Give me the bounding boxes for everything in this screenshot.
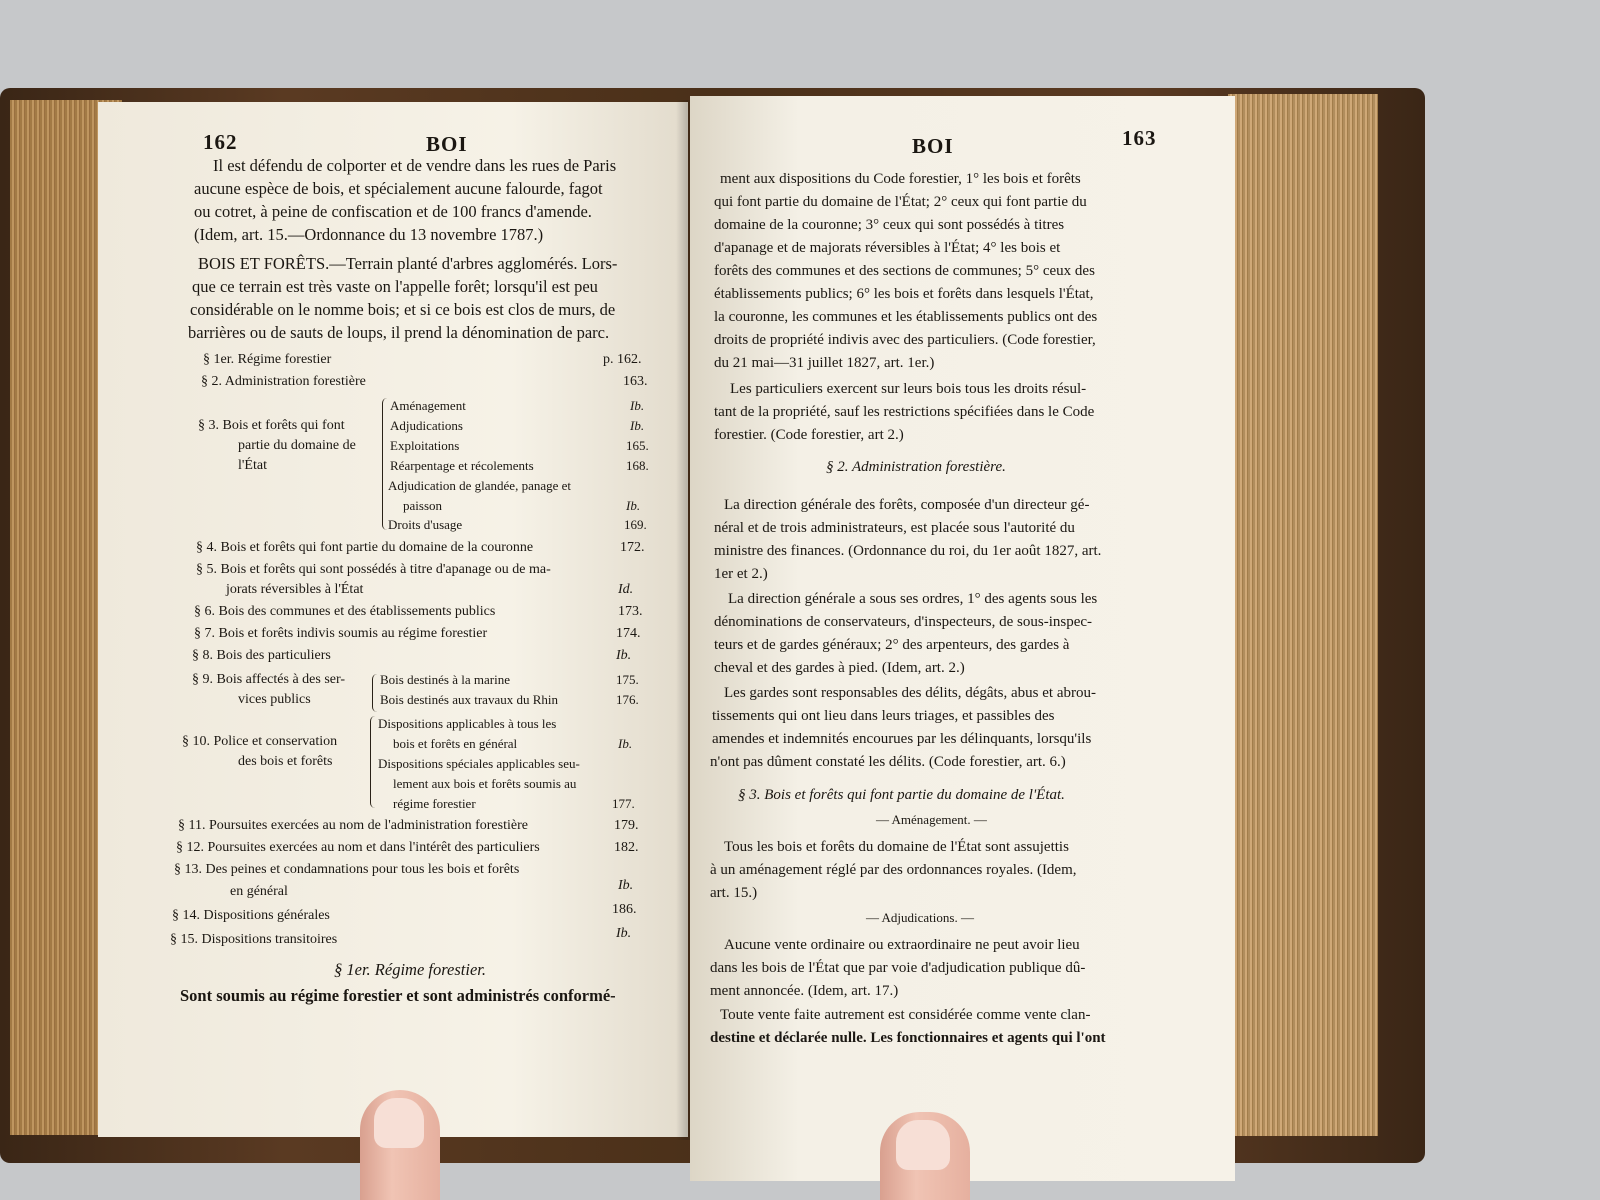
toc-sub-page: Ib. bbox=[626, 498, 641, 513]
toc-sub-label: paisson bbox=[403, 498, 442, 513]
right-thumb bbox=[880, 1112, 970, 1200]
text-line: ment annoncée. (Idem, art. 17.) bbox=[710, 983, 899, 999]
right-page-edges bbox=[1228, 94, 1378, 1136]
toc-sub-label: Bois destinés aux travaux du Rhin bbox=[380, 692, 559, 707]
text-line: amendes et indemnités encourues par les délinquants, lorsqu'ils bbox=[712, 731, 1092, 747]
toc-sub-label: Réarpentage et récolements bbox=[390, 458, 534, 473]
text-line: n'ont pas dûment constaté les délits. (Code forestier, art. 6.) bbox=[710, 754, 1066, 770]
right-thumb-nail bbox=[896, 1120, 950, 1170]
toc-entry-page: 182. bbox=[614, 840, 639, 855]
toc-sub-label: régime forestier bbox=[393, 796, 476, 811]
text-line: destine et déclarée nulle. Les fonctionnaires et agents qui l'ont bbox=[710, 1030, 1106, 1046]
toc-entry-label: § 4. Bois et forêts qui font partie du domaine de la couronne bbox=[196, 540, 534, 555]
text-line: dénominations de conservateurs, d'inspecteurs, de sous-inspec- bbox=[714, 614, 1093, 630]
toc-sub-page: 175. bbox=[616, 672, 639, 687]
text-line: Il est défendu de colporter et de vendre dans les rues de Paris bbox=[213, 156, 617, 175]
text-line: du 21 mai—31 juillet 1827, art. 1er.) bbox=[714, 355, 935, 371]
text-line: BOIS ET FORÊTS.—Terrain planté d'arbres agglomérés. Lors- bbox=[198, 254, 618, 273]
closing-line: Sont soumis au régime forestier et sont administrés conformé- bbox=[180, 986, 616, 1005]
toc-entry-page: 173. bbox=[618, 604, 643, 619]
text-line: teurs et de gardes généraux; 2° des arpenteurs, des gardes à bbox=[714, 637, 1070, 653]
toc-sub-label: Droits d'usage bbox=[388, 517, 463, 532]
toc-group-label: § 10. Police et conservation bbox=[182, 734, 338, 749]
text-line: forêts des communes et des sections de communes; 5° ceux des bbox=[714, 263, 1095, 279]
text-line: droits de propriété indivis avec des particuliers. (Code forestier, bbox=[714, 332, 1096, 348]
toc-entry-page: Ib. bbox=[618, 878, 634, 893]
toc-brace bbox=[382, 398, 387, 530]
toc-entry-page: Ib. bbox=[616, 926, 632, 941]
toc-group-label: des bois et forêts bbox=[238, 754, 333, 769]
toc-entry-label: § 1er. Régime forestier bbox=[203, 352, 332, 367]
subsection-heading: — Aménagement. — bbox=[876, 812, 987, 827]
toc-entry-label: § 15. Dispositions transitoires bbox=[170, 932, 338, 947]
toc-group-label: vices publics bbox=[238, 692, 311, 707]
toc-sub-page: Ib. bbox=[630, 398, 645, 413]
text-line: Les gardes sont responsables des délits, dégâts, abus et abrou- bbox=[724, 685, 1096, 701]
text-line: qui font partie du domaine de l'État; 2° ceux qui font partie du bbox=[714, 194, 1087, 210]
toc-brace bbox=[372, 674, 377, 712]
text-line: forestier. (Code forestier, art 2.) bbox=[714, 427, 904, 443]
toc-entry-page: Id. bbox=[618, 582, 634, 597]
text-line: 1er et 2.) bbox=[714, 566, 768, 582]
text-line: domaine de la couronne; 3° ceux qui sont possédés à titres bbox=[714, 217, 1065, 233]
text-line: ou cotret, à peine de confiscation et de 100 francs d'amende. bbox=[194, 202, 592, 221]
section-heading: § 1er. Régime forestier. bbox=[334, 960, 486, 979]
text-line: considérable on le nomme bois; et si ce bois est clos de murs, de bbox=[190, 300, 616, 319]
toc-sub-label: Dispositions spéciales applicables seu- bbox=[378, 756, 580, 771]
toc-sub-page: 168. bbox=[626, 458, 649, 473]
text-line: tissements qui ont lieu dans leurs triages, et passibles des bbox=[712, 708, 1055, 724]
toc-group-label: l'État bbox=[238, 458, 267, 473]
text-line: La direction générale a sous ses ordres, 1° des agents sous les bbox=[728, 591, 1098, 607]
left-running-head: BOI bbox=[426, 132, 468, 156]
text-line: la couronne, les communes et les établissements publics ont des bbox=[714, 309, 1098, 325]
toc-entry-label: § 8. Bois des particuliers bbox=[192, 648, 331, 663]
left-thumb bbox=[360, 1090, 440, 1200]
text-line: néral et de trois administrateurs, est placée sous l'autorité du bbox=[714, 520, 1075, 536]
toc-sub-label: bois et forêts en général bbox=[393, 736, 518, 751]
section-heading: § 2. Administration forestière. bbox=[826, 459, 1006, 475]
text-line: ment aux dispositions du Code forestier, 1° les bois et forêts bbox=[720, 171, 1081, 187]
toc-sub-label: Bois destinés à la marine bbox=[380, 672, 510, 687]
toc-group-label: § 9. Bois affectés à des ser- bbox=[192, 672, 346, 687]
text-line: dans les bois de l'État que par voie d'adjudication publique dû- bbox=[710, 960, 1086, 976]
toc-entry-label: § 5. Bois et forêts qui sont possédés à titre d'apanage ou de ma- bbox=[196, 562, 551, 577]
left-page-number: 162 bbox=[203, 130, 238, 154]
toc-entry-label: § 13. Des peines et condamnations pour tous les bois et forêts bbox=[174, 862, 520, 877]
right-running-head: BOI bbox=[912, 134, 954, 158]
text-line: établissements publics; 6° les bois et forêts dans lesquels l'État, bbox=[714, 286, 1094, 302]
section-heading: § 3. Bois et forêts qui font partie du domaine de l'État. bbox=[738, 787, 1065, 803]
toc-entry-page: p. 162. bbox=[603, 352, 642, 367]
text-line: La direction générale des forêts, composée d'un directeur gé- bbox=[724, 497, 1090, 513]
right-page bbox=[690, 96, 1235, 1181]
toc-entry-label: § 6. Bois des communes et des établissements publics bbox=[194, 604, 496, 619]
toc-entry-label: § 11. Poursuites exercées au nom de l'administration forestière bbox=[178, 818, 528, 833]
toc-sub-label: lement aux bois et forêts soumis au bbox=[393, 776, 577, 791]
text-line: que ce terrain est très vaste on l'appelle forêt; lorsqu'il est peu bbox=[192, 277, 598, 296]
toc-entry-label: en général bbox=[230, 884, 288, 899]
toc-entry-page: Ib. bbox=[616, 648, 632, 663]
toc-entry-page: 179. bbox=[614, 818, 639, 833]
text-line: à un aménagement réglé par des ordonnances royales. (Idem, bbox=[710, 862, 1077, 878]
text-line: Toute vente faite autrement est considérée comme vente clan- bbox=[720, 1007, 1091, 1023]
right-page-number: 163 bbox=[1122, 126, 1157, 150]
toc-entry-label: § 12. Poursuites exercées au nom et dans l'intérêt des particuliers bbox=[176, 840, 540, 855]
text-line: ministre des finances. (Ordonnance du roi, du 1er août 1827, art. bbox=[714, 543, 1102, 559]
toc-entry-page: 163. bbox=[623, 374, 648, 389]
toc-sub-label: Exploitations bbox=[390, 438, 460, 453]
toc-entry-label: jorats réversibles à l'État bbox=[226, 582, 364, 597]
toc-sub-page: 169. bbox=[624, 517, 647, 532]
toc-sub-page: 165. bbox=[626, 438, 649, 453]
text-line: d'apanage et de majorats réversibles à l'État; 4° les bois et bbox=[714, 240, 1061, 256]
toc-entry-label: § 14. Dispositions générales bbox=[172, 908, 330, 923]
toc-sub-page: Ib. bbox=[630, 418, 645, 433]
text-line: aucune espèce de bois, et spécialement aucune falourde, fagot bbox=[194, 179, 603, 198]
text-line: (Idem, art. 15.—Ordonnance du 13 novembre 1787.) bbox=[194, 225, 544, 244]
toc-entry-label: § 2. Administration forestière bbox=[201, 374, 366, 389]
toc-sub-page: 177. bbox=[612, 796, 635, 811]
text-line: Aucune vente ordinaire ou extraordinaire ne peut avoir lieu bbox=[724, 937, 1080, 953]
left-page bbox=[98, 102, 688, 1137]
toc-group-label: § 3. Bois et forêts qui font bbox=[198, 418, 345, 433]
text-line: barrières ou de sauts de loups, il prend la dénomination de parc. bbox=[188, 323, 610, 342]
subsection-heading: — Adjudications. — bbox=[866, 910, 974, 925]
toc-group-label: partie du domaine de bbox=[238, 438, 356, 453]
toc-sub-label: Dispositions applicables à tous les bbox=[378, 716, 557, 731]
text-line: Les particuliers exercent sur leurs bois tous les droits résul- bbox=[730, 381, 1087, 397]
toc-sub-label: Adjudications bbox=[390, 418, 463, 433]
toc-brace bbox=[370, 716, 375, 808]
toc-entry-page: 172. bbox=[620, 540, 645, 555]
left-thumb-nail bbox=[374, 1098, 424, 1148]
text-line: Tous les bois et forêts du domaine de l'État sont assujettis bbox=[724, 839, 1069, 855]
toc-sub-page: 176. bbox=[616, 692, 639, 707]
toc-sub-label: Adjudication de glandée, panage et bbox=[388, 478, 572, 493]
text-line: art. 15.) bbox=[710, 885, 758, 901]
toc-sub-label: Aménagement bbox=[390, 398, 466, 413]
toc-entry-page: 186. bbox=[612, 902, 637, 917]
toc-entry-page: 174. bbox=[616, 626, 641, 641]
toc-sub-page: Ib. bbox=[618, 736, 633, 751]
text-line: cheval et des gardes à pied. (Idem, art. 2.) bbox=[714, 660, 965, 676]
text-line: tant de la propriété, sauf les restrictions spécifiées dans le Code bbox=[714, 404, 1095, 420]
toc-entry-label: § 7. Bois et forêts indivis soumis au régime forestier bbox=[194, 626, 488, 641]
